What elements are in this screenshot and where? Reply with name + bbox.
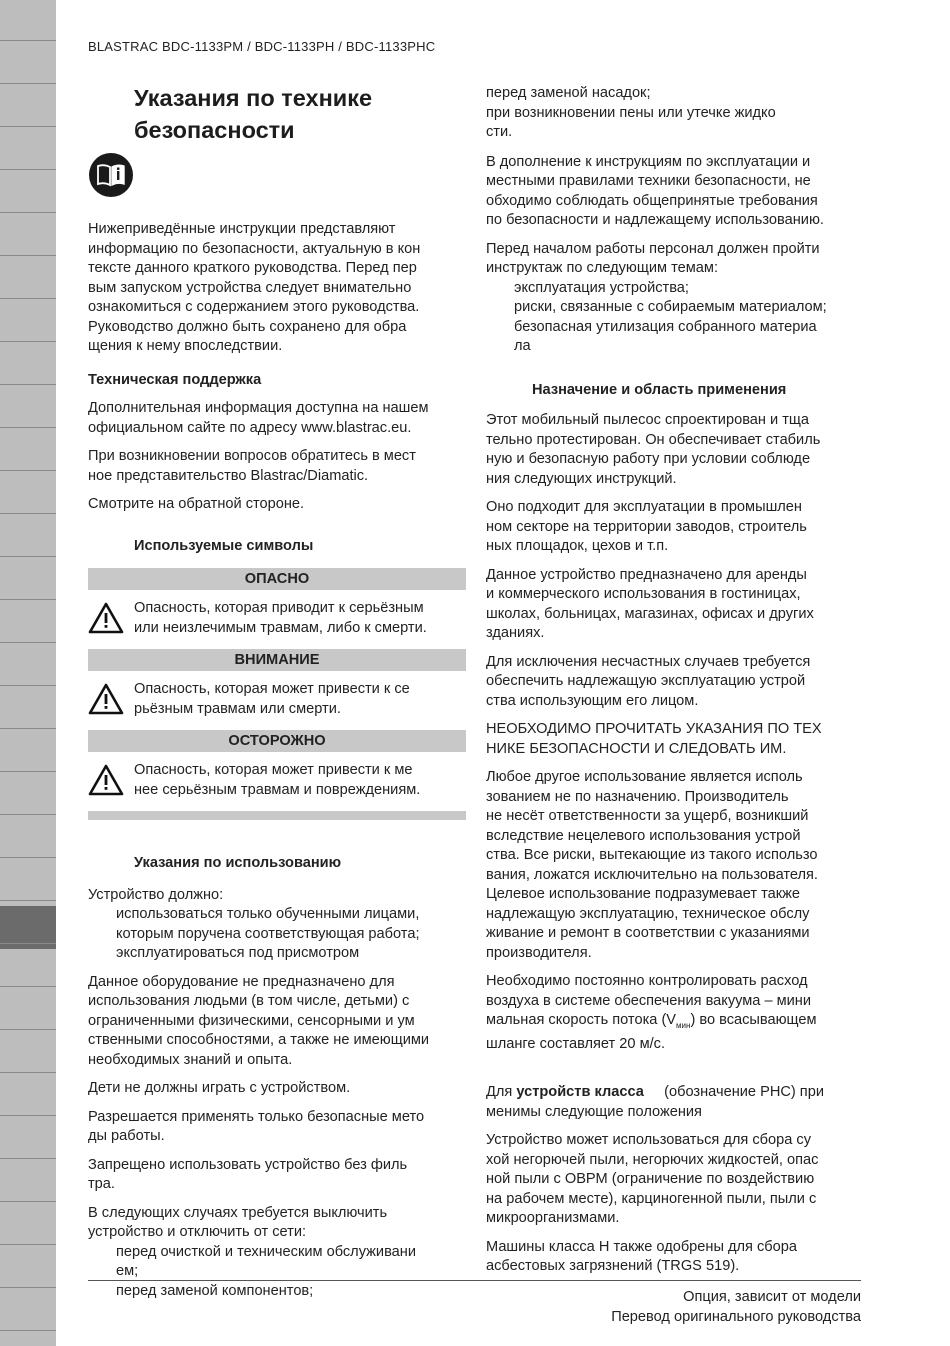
purpose-paragraph-1: Этот мобильный пылесос спроектирован и тща тельно протестирован. Он обеспечивает стабиль ную и безопасную работу при условии соблюде ния следующих инструкций. [486,412,821,487]
must-read-notice: НЕОБХОДИМО ПРОЧИТАТЬ УКАЗАНИЯ ПО ТЕХ НИКЕ БЕЗОПАСНОСТИ И СЛЕДОВАТЬ ИМ. [486,721,822,757]
side-tab-divider [0,83,56,84]
support-heading: Техническая поддержка [88,371,262,388]
warning-triangle-icon [88,602,124,634]
footer-divider [88,1280,861,1281]
side-tab-divider [0,986,56,987]
training-paragraph: Перед началом работы персонал должен пройти инструктаж по следующим темам: эксплуатация устройства; риски, связанные с собираемым материалом; безопасная утилизация собранного материа ла [486,240,827,354]
side-tab-divider [0,1158,56,1159]
airflow-paragraph: Необходимо постоянно контролировать расход воздуха в системе обеспечения вакуума – мини мальная скорость потока $(V_{мин})$ во всасывающем шланге составляет 20 м/с. [486,973,817,1053]
support-contact-paragraph: При возникновении вопросов обратитесь в мест ное представительство Blastrac/Diamatic. [88,448,416,484]
collect-paragraph: Устройство может использоваться для сбора су хой негорючей пыли, негорючих жидкостей, опас ной пыли с ОВРМ (ограничение по воздействию на рабочем месте), карциногенной пыли, пыли с микроорганизмами. [486,1132,819,1227]
warning-text: Опасность, которая может привести к се рьёзным травмам или смерти. [134,681,410,717]
purpose-paragraph-3: Данное устройство предназначено для аренды и коммерческого использования в гостиницах, школах, больницах, магазинах, офисах и других зданиях. [486,566,814,641]
side-tab-divider [0,513,56,514]
switch-list-continued: перед заменой насадок; при возникновении пены или утечке жидко сти. [486,85,776,140]
danger-band: ОПАСНО [88,568,466,590]
side-tab-divider [0,40,56,41]
class-h-paragraph: Машины класса H также одобрены для сбора асбестовых загрязнений (TRGS 519). [486,1238,798,1275]
side-tab-divider [0,470,56,471]
side-tab-divider [0,771,56,772]
support-see-back: Смотрите на обратной стороне. [88,496,305,512]
purpose-heading: Назначение и область применения [532,381,787,398]
book-info-icon [88,152,134,198]
caution-row [88,761,466,800]
side-tab-divider [0,1244,56,1245]
other-use-paragraph: Любое другое использование является исполь зованием не по назначению. Производитель не несёт ответственности за ущерб, возникший вследствие нецелевого использования устрой ства. Все риски, вытекающие из такого использо вания, ложатся исключительно на пользователя. Целевое использование подразумевает также надлежащую эксплуатацию, техническое обслу живание и ремонт в соответствии с указаниями производителя. [486,769,818,961]
side-tab-divider [0,1115,56,1116]
side-tab-divider [0,556,56,557]
side-tab-divider [0,427,56,428]
side-tab-divider [0,1029,56,1030]
side-tab-divider [0,642,56,643]
caution-band: ОСТОРОЖНО [88,730,466,752]
document-header: BLASTRAC BDC-1133PM / BDC-1133PH / BDC-1133PHC [88,39,436,54]
caution-text: Опасность, которая может привести к ме нее серьёзным травмам и повреждениям. [134,762,421,798]
right-column [486,84,866,1286]
side-tab-divider [0,685,56,686]
side-tab-divider [0,599,56,600]
device-class-paragraph: Для устройств класса (обозначение PHC) при менимы следующие положения [486,1084,824,1120]
device-must-paragraph: Устройство должно: использоваться только обученными лицами, которым поручена соответствующая работа; эксплуатироваться под присмотром [88,886,420,961]
addition-paragraph: В дополнение к инструкциям по эксплуатации и местными правилами техники безопасности, не обходимо соблюдать общепринятые требования по безопасности и надлежащему использованию. [486,153,824,228]
side-tab-divider [0,943,56,944]
purpose-paragraph-4: Для исключения несчастных случаев требуется обеспечить надлежащую эксплуатацию устрой ства использующим его лицом. [486,653,811,709]
left-column [88,82,466,1310]
side-tab-divider [0,1330,56,1331]
warning-row [88,680,466,719]
side-tab-divider [0,169,56,170]
danger-row [88,599,466,638]
side-tab-divider [0,212,56,213]
side-tab-divider [0,728,56,729]
warning-triangle-icon [88,683,124,715]
side-tab-divider [0,298,56,299]
side-tab-divider [0,341,56,342]
warning-triangle-icon [88,764,124,796]
footer-translation-note: Перевод оригинального руководства [611,1308,861,1325]
warning-band: ВНИМАНИЕ [88,649,466,671]
side-tab-divider [0,255,56,256]
footer [611,1288,861,1327]
side-tab-divider [0,1287,56,1288]
children-paragraph: Дети не должны играть с устройством. [88,1080,351,1096]
not-intended-paragraph: Данное оборудование не предназначено для использования людьми (в том числе, детьми) с ограниченными физическими, сенсорными и ум ственными способностями, а также не имеющими необходимых знаний и опыта. [88,973,430,1068]
side-tab-divider [0,857,56,858]
symbols-end-bar [88,811,466,820]
side-tab-strip [0,0,56,1346]
side-tab-divider [0,900,56,901]
switch-off-paragraph: В следующих случаях требуется выключить устройство и отключить от сети: перед очисткой и техническим обслуживани ем; перед заменой компонентов; [88,1204,416,1299]
intro-paragraph: Нижеприведённые инструкции представляют информацию по безопасности, актуальную в кон тексте данного краткого руководства. Перед пер вым запуском устройства следует внимательно ознакомиться с содержанием этого руководства. Руководство должно быть сохранено для обра щения к нему впоследствии. [88,221,421,354]
safe-methods-paragraph: Разрешается применять только безопасные мето ды работы. [88,1108,425,1144]
side-tab-divider [0,1201,56,1202]
purpose-paragraph-2: Оно подходит для эксплуатации в промышлен ном секторе на территории заводов, строитель ных площадок, цехов и т.п. [486,499,807,554]
danger-text: Опасность, которая приводит к серьёзным или неизлечимым травмам, либо к смерти. [134,600,427,636]
side-tab-divider [0,384,56,385]
side-tab-divider [0,1072,56,1073]
page-title: Указания по технике безопасности [134,85,373,143]
symbols-heading: Используемые символы [134,537,314,554]
no-filter-paragraph: Запрещено использовать устройство без филь тра. [88,1156,408,1192]
side-tab-divider [0,126,56,127]
usage-heading: Указания по использованию [134,855,342,871]
support-website-paragraph: Дополнительная информация доступна на нашем официальном сайте по адресу www.blastrac.eu. [88,400,429,436]
side-tab-divider [0,814,56,815]
footer-option-note: Опция, зависит от модели [683,1289,861,1305]
